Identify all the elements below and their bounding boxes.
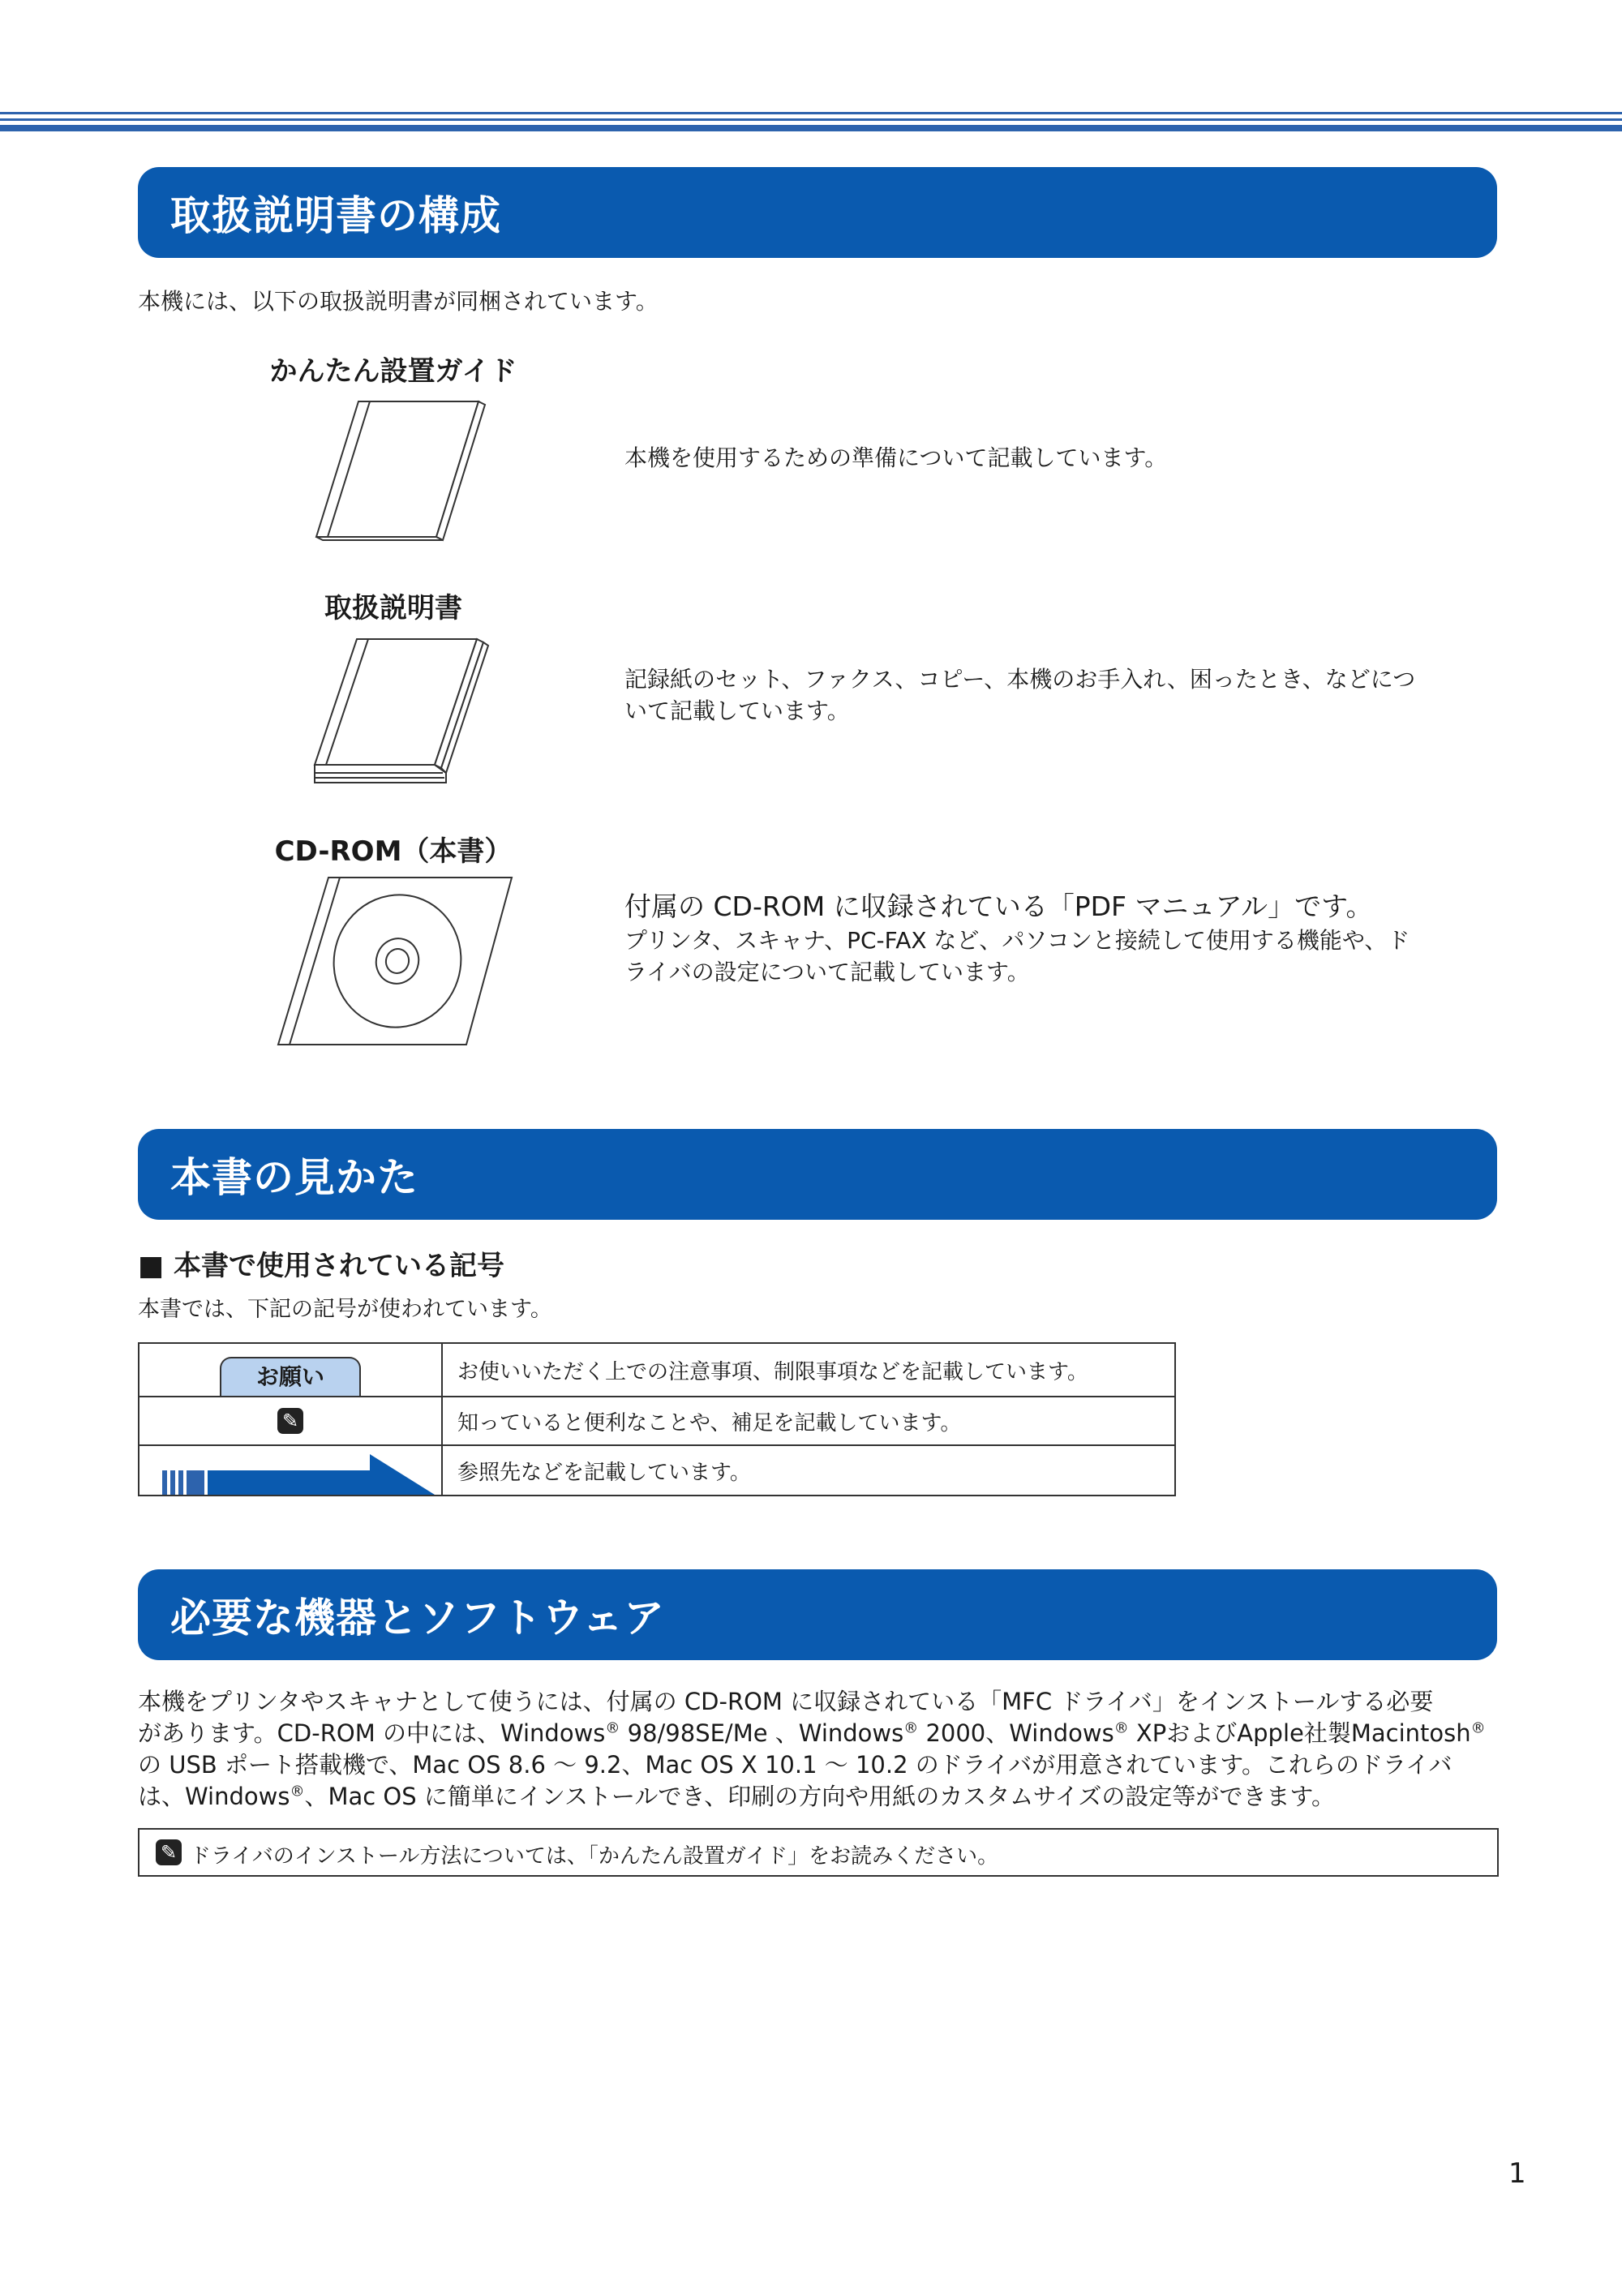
page-number: 1 (1508, 2157, 1526, 2190)
cd-rom-heading: 付属の CD-ROM に収録されている「PDF マニュアル」です。 (624, 891, 1373, 922)
section-intro: 本機には、以下の取扱説明書が同梱されています。 (138, 288, 659, 315)
section-header-manuals (138, 167, 1497, 258)
note-text: ドライバのインストール方法については、「かんたん設置ガイド」をお読みください。 (190, 1844, 999, 1869)
top-rule (0, 112, 1622, 114)
paragraph-text: XPおよびApple社製Macintosh (1128, 1719, 1471, 1747)
requirements-paragraph-line: 本機をプリンタやスキャナとして使うには、付属の CD-ROM に収録されている「MFC ドライバ」をインストールする必要 (138, 1688, 1434, 1715)
registered-mark: ® (1470, 1719, 1486, 1737)
paragraph-text: があります。CD-ROM の中には、Windows (138, 1719, 606, 1747)
memo-icon: ✎ (156, 1839, 182, 1865)
top-rule (0, 125, 1622, 131)
section-title: 本書の見かた (170, 1154, 418, 1201)
book-description: いて記載しています。 (624, 697, 850, 724)
setup-guide-book-illustration (308, 397, 495, 547)
symbol-description: 参照先などを記載しています。 (442, 1445, 1175, 1496)
symbol-cell (139, 1397, 442, 1445)
symbol-description: お使いいただく上での注意事項、制限事項などを記載しています。 (442, 1343, 1175, 1397)
note-box (138, 1828, 1499, 1877)
section-header-requirements (138, 1569, 1497, 1660)
paragraph-text: は、Windows (138, 1783, 290, 1810)
symbol-description: 知っていると便利なことや、補足を記載しています。 (442, 1397, 1175, 1445)
onegai-badge: お願い (220, 1357, 361, 1396)
reference-arrow-icon (146, 1451, 438, 1495)
registered-mark: ® (1114, 1719, 1129, 1737)
table-row (139, 1445, 1175, 1496)
section-intro: 本書では、下記の記号が使われています。 (138, 1297, 552, 1322)
memo-icon: ✎ (277, 1408, 303, 1434)
top-rule (0, 118, 1622, 121)
requirements-paragraph-line (138, 1718, 1486, 1749)
book-label-setup-guide: かんたん設置ガイド (269, 355, 517, 388)
book-label-user-manual: 取扱説明書 (324, 592, 462, 624)
registered-mark: ® (290, 1783, 305, 1800)
subheading-symbols: ■ 本書で使用されている記号 (138, 1250, 504, 1282)
requirements-paragraph-line (138, 1781, 1335, 1813)
table-row (139, 1397, 1175, 1445)
book-description: 記録紙のセット、ファクス、コピー、本機のお手入れ、困ったとき、などにつ (624, 666, 1416, 693)
paragraph-text: 98/98SE/Me 、Windows (620, 1719, 904, 1747)
cd-rom-illustration (272, 874, 515, 1049)
section-title: 取扱説明書の構成 (170, 192, 501, 239)
requirements-paragraph-line: の USB ポート搭載機で、Mac OS 8.6 〜 9.2、Mac OS X 10.1 〜 10.2 のドライバが用意されています。これらのドライバ (138, 1751, 1453, 1779)
paragraph-text: 、Mac OS に簡単にインストールでき、印刷の方向や用紙のカスタムサイズの設定等ができます。 (304, 1783, 1336, 1810)
symbols-table (138, 1342, 1176, 1496)
book-label-cd-rom: CD-ROM（本書） (274, 835, 513, 868)
user-manual-book-illustration (308, 635, 495, 789)
book-description: 本機を使用するための準備について記載しています。 (624, 444, 1168, 471)
registered-mark: ® (903, 1719, 919, 1737)
registered-mark: ® (605, 1719, 620, 1737)
paragraph-text: 2000、Windows (918, 1719, 1114, 1747)
book-description: プリンタ、スキャナ、PC-FAX など、パソコンと接続して使用する機能や、ド (624, 927, 1410, 954)
symbol-cell (139, 1445, 442, 1496)
symbol-cell (139, 1343, 442, 1397)
table-row (139, 1343, 1175, 1397)
section-header-how-to-read (138, 1129, 1497, 1220)
book-description: ライバの設定について記載しています。 (624, 959, 1030, 985)
section-title: 必要な機器とソフトウェア (170, 1594, 665, 1642)
